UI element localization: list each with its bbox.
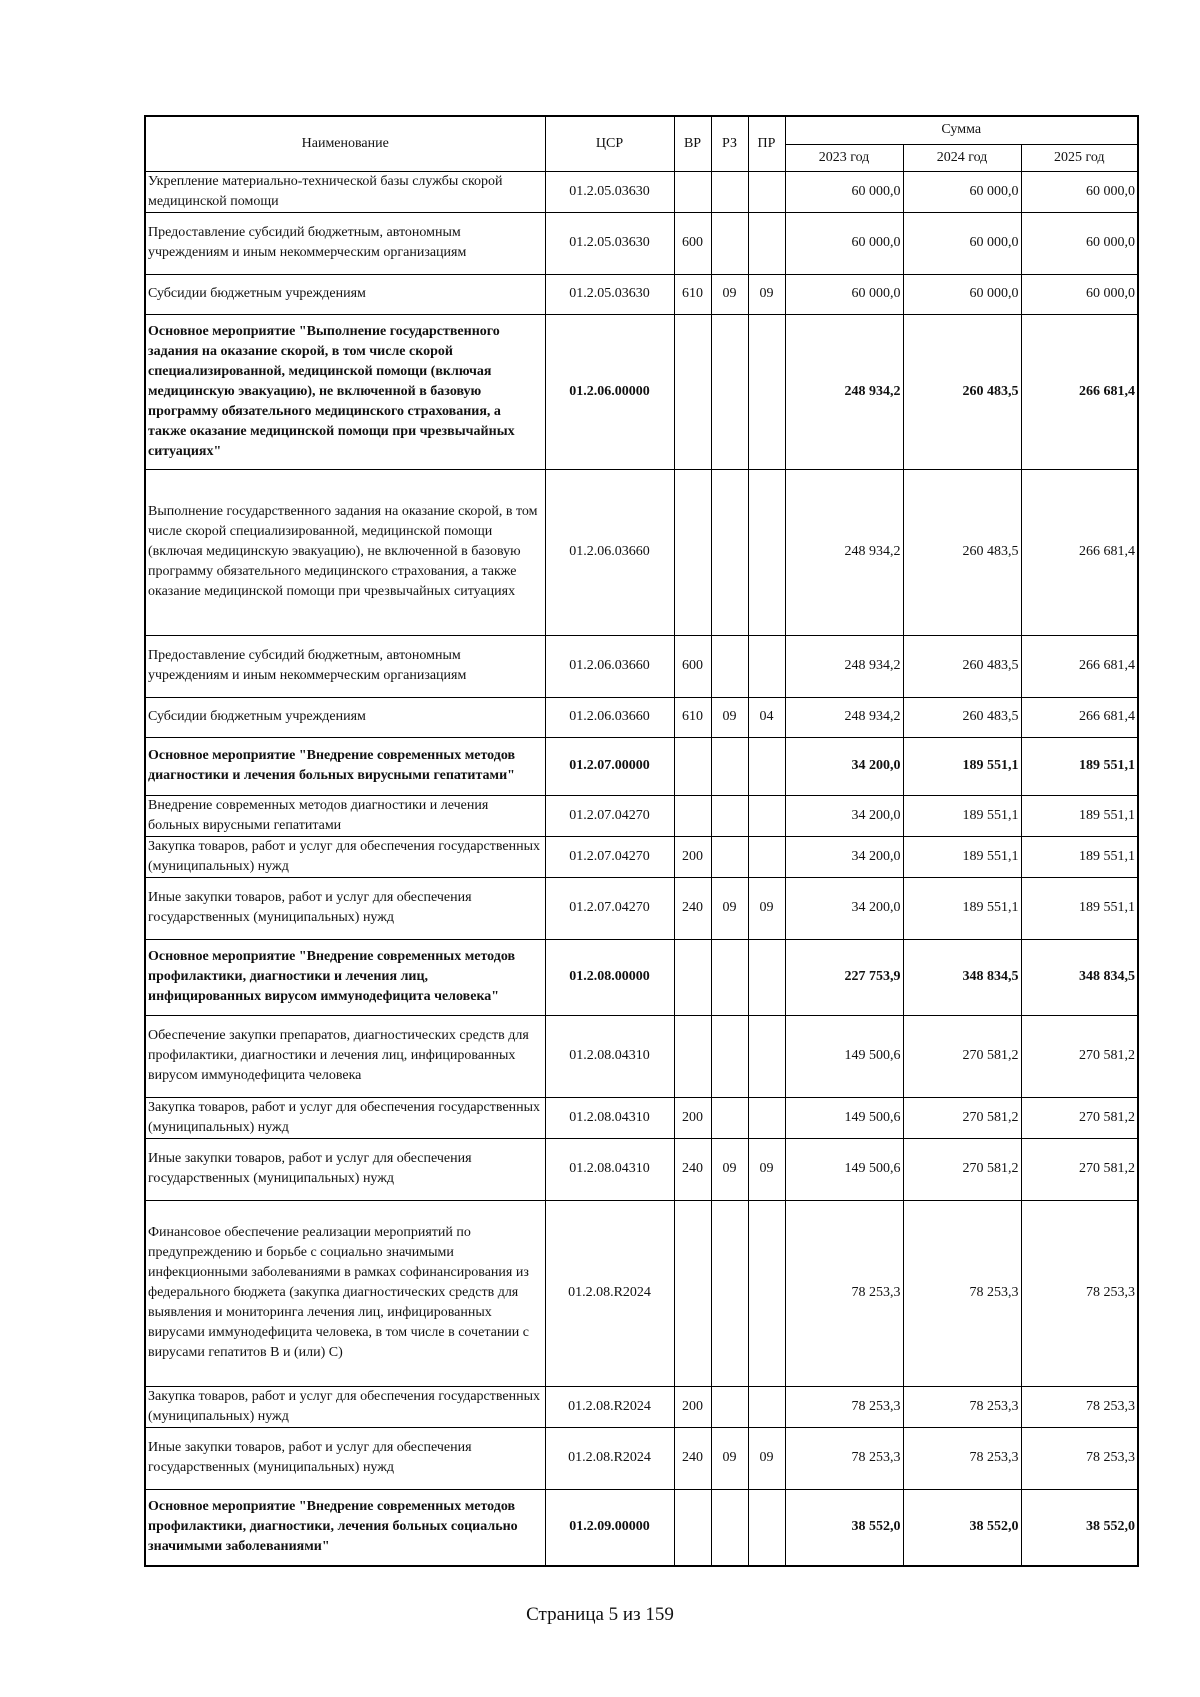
row-name: Иные закупки товаров, работ и услуг для обеспечения государственных (муниципальных) нужд: [145, 877, 545, 939]
header-sum: Сумма: [785, 116, 1138, 144]
row-vr: 240: [674, 1427, 711, 1489]
table-body: [145, 171, 1138, 1566]
row-sum-2024: 78 253,3: [903, 1200, 1021, 1386]
row-csr: 01.2.07.04270: [545, 877, 674, 939]
row-sum-2025: 266 681,4: [1021, 314, 1138, 469]
row-pr: 09: [748, 1138, 785, 1200]
row-pr: [748, 314, 785, 469]
row-rz: [711, 469, 748, 635]
row-sum-2024: 260 483,5: [903, 469, 1021, 635]
row-sum-2024: 260 483,5: [903, 635, 1021, 697]
table-row: [145, 939, 1138, 1015]
row-name: Основное мероприятие "Внедрение современных методов диагностики и лечения больных вирусными гепатитами": [145, 737, 545, 795]
row-sum-2023: 34 200,0: [785, 795, 903, 836]
row-csr: 01.2.08.R2024: [545, 1200, 674, 1386]
row-sum-2025: 78 253,3: [1021, 1200, 1138, 1386]
row-sum-2023: 34 200,0: [785, 877, 903, 939]
row-sum-2023: 149 500,6: [785, 1015, 903, 1097]
row-sum-2024: 60 000,0: [903, 274, 1021, 314]
table-row: [145, 469, 1138, 635]
row-pr: [748, 737, 785, 795]
row-vr: 200: [674, 1386, 711, 1427]
row-sum-2023: 248 934,2: [785, 697, 903, 737]
row-name: Закупка товаров, работ и услуг для обеспечения государственных (муниципальных) нужд: [145, 1386, 545, 1427]
row-vr: [674, 939, 711, 1015]
row-pr: [748, 171, 785, 212]
row-sum-2025: 78 253,3: [1021, 1386, 1138, 1427]
row-sum-2024: 270 581,2: [903, 1138, 1021, 1200]
row-vr: 610: [674, 274, 711, 314]
header-vr: ВР: [674, 116, 711, 171]
row-vr: 200: [674, 836, 711, 877]
row-sum-2023: 78 253,3: [785, 1386, 903, 1427]
row-csr: 01.2.06.03660: [545, 635, 674, 697]
row-vr: [674, 1489, 711, 1566]
row-vr: [674, 314, 711, 469]
row-pr: [748, 469, 785, 635]
row-pr: 09: [748, 274, 785, 314]
row-vr: 600: [674, 635, 711, 697]
row-sum-2023: 60 000,0: [785, 212, 903, 274]
row-sum-2023: 60 000,0: [785, 171, 903, 212]
table-row: [145, 1386, 1138, 1427]
row-pr: [748, 1489, 785, 1566]
row-rz: [711, 1489, 748, 1566]
row-csr: 01.2.05.03630: [545, 274, 674, 314]
row-sum-2025: 38 552,0: [1021, 1489, 1138, 1566]
row-csr: 01.2.07.00000: [545, 737, 674, 795]
row-sum-2025: 60 000,0: [1021, 274, 1138, 314]
row-rz: 09: [711, 877, 748, 939]
row-sum-2024: 270 581,2: [903, 1097, 1021, 1138]
row-csr: 01.2.08.R2024: [545, 1427, 674, 1489]
row-rz: [711, 737, 748, 795]
row-sum-2025: 270 581,2: [1021, 1138, 1138, 1200]
row-pr: [748, 1015, 785, 1097]
row-vr: 610: [674, 697, 711, 737]
row-sum-2023: 78 253,3: [785, 1200, 903, 1386]
row-sum-2025: 60 000,0: [1021, 212, 1138, 274]
row-rz: 09: [711, 1138, 748, 1200]
row-sum-2024: 60 000,0: [903, 171, 1021, 212]
row-sum-2025: 78 253,3: [1021, 1427, 1138, 1489]
row-vr: [674, 171, 711, 212]
row-sum-2023: 149 500,6: [785, 1138, 903, 1200]
row-sum-2023: 38 552,0: [785, 1489, 903, 1566]
row-sum-2024: 189 551,1: [903, 795, 1021, 836]
row-csr: 01.2.08.00000: [545, 939, 674, 1015]
row-pr: [748, 212, 785, 274]
row-sum-2025: 266 681,4: [1021, 469, 1138, 635]
row-sum-2024: 38 552,0: [903, 1489, 1021, 1566]
row-sum-2024: 78 253,3: [903, 1386, 1021, 1427]
row-sum-2024: 189 551,1: [903, 836, 1021, 877]
row-sum-2023: 78 253,3: [785, 1427, 903, 1489]
row-name: Субсидии бюджетным учреждениям: [145, 697, 545, 737]
table-row: [145, 1200, 1138, 1386]
row-sum-2023: 248 934,2: [785, 314, 903, 469]
row-sum-2025: 266 681,4: [1021, 635, 1138, 697]
row-sum-2024: 260 483,5: [903, 314, 1021, 469]
row-rz: [711, 212, 748, 274]
table-row: [145, 1015, 1138, 1097]
budget-table: [144, 115, 1139, 1567]
row-sum-2024: 78 253,3: [903, 1427, 1021, 1489]
row-vr: [674, 795, 711, 836]
table-row: [145, 1138, 1138, 1200]
row-sum-2025: 189 551,1: [1021, 877, 1138, 939]
row-rz: 09: [711, 697, 748, 737]
row-sum-2023: 149 500,6: [785, 1097, 903, 1138]
row-pr: [748, 795, 785, 836]
row-rz: [711, 836, 748, 877]
row-vr: 240: [674, 877, 711, 939]
row-vr: 600: [674, 212, 711, 274]
row-vr: [674, 737, 711, 795]
row-name: Субсидии бюджетным учреждениям: [145, 274, 545, 314]
row-csr: 01.2.08.04310: [545, 1138, 674, 1200]
row-name: Предоставление субсидий бюджетным, автономным учреждениям и иным некоммерческим организациям: [145, 212, 545, 274]
row-pr: 09: [748, 877, 785, 939]
row-sum-2025: 348 834,5: [1021, 939, 1138, 1015]
row-name: Закупка товаров, работ и услуг для обеспечения государственных (муниципальных) нужд: [145, 836, 545, 877]
row-sum-2025: 189 551,1: [1021, 836, 1138, 877]
row-vr: [674, 1015, 711, 1097]
row-csr: 01.2.08.04310: [545, 1097, 674, 1138]
header-name: Наименование: [145, 116, 545, 171]
row-sum-2023: 60 000,0: [785, 274, 903, 314]
table-row: [145, 836, 1138, 877]
row-sum-2024: 189 551,1: [903, 737, 1021, 795]
row-rz: [711, 1097, 748, 1138]
row-name: Обеспечение закупки препаратов, диагностических средств для профилактики, диагностики и лечения лиц, инфицированных вирусом иммунодефицита человека: [145, 1015, 545, 1097]
row-sum-2025: 189 551,1: [1021, 737, 1138, 795]
row-rz: [711, 939, 748, 1015]
row-name: Закупка товаров, работ и услуг для обеспечения государственных (муниципальных) нужд: [145, 1097, 545, 1138]
row-pr: [748, 1386, 785, 1427]
row-sum-2025: 266 681,4: [1021, 697, 1138, 737]
row-name: Иные закупки товаров, работ и услуг для обеспечения государственных (муниципальных) нужд: [145, 1427, 545, 1489]
row-rz: [711, 1386, 748, 1427]
header-pr: ПР: [748, 116, 785, 171]
header-rz: РЗ: [711, 116, 748, 171]
table-row: [145, 635, 1138, 697]
table-row: [145, 1489, 1138, 1566]
row-sum-2023: 248 934,2: [785, 635, 903, 697]
row-pr: [748, 1097, 785, 1138]
row-sum-2025: 270 581,2: [1021, 1097, 1138, 1138]
row-rz: 09: [711, 274, 748, 314]
row-pr: [748, 1200, 785, 1386]
table-row: [145, 274, 1138, 314]
row-name: Внедрение современных методов диагностики и лечения больных вирусными гепатитами: [145, 795, 545, 836]
row-pr: 04: [748, 697, 785, 737]
row-sum-2024: 270 581,2: [903, 1015, 1021, 1097]
row-pr: 09: [748, 1427, 785, 1489]
row-csr: 01.2.06.03660: [545, 697, 674, 737]
row-name: Основное мероприятие "Внедрение современных методов профилактики, диагностики и лечения лиц, инфицированных вирусом иммунодефицита человека": [145, 939, 545, 1015]
row-sum-2024: 260 483,5: [903, 697, 1021, 737]
row-csr: 01.2.08.R2024: [545, 1386, 674, 1427]
row-rz: [711, 1200, 748, 1386]
table-row: [145, 697, 1138, 737]
row-vr: 240: [674, 1138, 711, 1200]
table-row: [145, 737, 1138, 795]
row-vr: [674, 1200, 711, 1386]
row-name: Финансовое обеспечение реализации мероприятий по предупреждению и борьбе с социально значимыми инфекционными заболеваниями в рамках софинансирования из федерального бюджета (закупка диагностических средств для выявления и мониторинга лечения лиц, инфицированных вирусами иммунодефицита человека, в том числе в сочетании с вирусами гепатитов B и (или) C): [145, 1200, 545, 1386]
row-csr: 01.2.06.03660: [545, 469, 674, 635]
row-vr: 200: [674, 1097, 711, 1138]
row-csr: 01.2.08.04310: [545, 1015, 674, 1097]
row-sum-2025: 270 581,2: [1021, 1015, 1138, 1097]
row-pr: [748, 635, 785, 697]
row-name: Выполнение государственного задания на оказание скорой, в том числе скорой специализированной, медицинской помощи (включая медицинскую эвакуацию), не включенной в базовую программу обязательного медицинского страхования, а также оказание медицинской помощи при чрезвычайных ситуациях: [145, 469, 545, 635]
page-number: Страница 5 из 159: [526, 1604, 674, 1625]
header-2024: 2024 год: [903, 144, 1021, 171]
row-rz: 09: [711, 1427, 748, 1489]
row-pr: [748, 939, 785, 1015]
row-sum-2024: 60 000,0: [903, 212, 1021, 274]
row-sum-2023: 34 200,0: [785, 836, 903, 877]
row-csr: 01.2.05.03630: [545, 171, 674, 212]
row-rz: [711, 1015, 748, 1097]
table-row: [145, 795, 1138, 836]
row-sum-2025: 189 551,1: [1021, 795, 1138, 836]
row-rz: [711, 795, 748, 836]
table-row: [145, 1427, 1138, 1489]
header-csr: ЦСР: [545, 116, 674, 171]
row-rz: [711, 171, 748, 212]
row-pr: [748, 836, 785, 877]
row-rz: [711, 635, 748, 697]
row-rz: [711, 314, 748, 469]
row-name: Иные закупки товаров, работ и услуг для обеспечения государственных (муниципальных) нужд: [145, 1138, 545, 1200]
table-row: [145, 314, 1138, 469]
header-2025: 2025 год: [1021, 144, 1138, 171]
row-csr: 01.2.05.03630: [545, 212, 674, 274]
table-row: [145, 877, 1138, 939]
row-name: Укрепление материально-технической базы службы скорой медицинской помощи: [145, 171, 545, 212]
header-2023: 2023 год: [785, 144, 903, 171]
table-header: [145, 116, 1138, 171]
row-csr: 01.2.06.00000: [545, 314, 674, 469]
row-name: Основное мероприятие "Выполнение государственного задания на оказание скорой, в том числе скорой специализированной, медицинской помощи (включая медицинскую эвакуацию), не включенной в базовую программу обязательного медицинского страхования, а также оказание медицинской помощи при чрезвычайных ситуациях": [145, 314, 545, 469]
row-sum-2023: 34 200,0: [785, 737, 903, 795]
table-row: [145, 171, 1138, 212]
row-csr: 01.2.07.04270: [545, 836, 674, 877]
row-name: Основное мероприятие "Внедрение современных методов профилактики, диагностики, лечения больных социально значимыми заболеваниями": [145, 1489, 545, 1566]
row-csr: 01.2.09.00000: [545, 1489, 674, 1566]
row-sum-2025: 60 000,0: [1021, 171, 1138, 212]
row-sum-2023: 248 934,2: [785, 469, 903, 635]
table-row: [145, 212, 1138, 274]
table-row: [145, 1097, 1138, 1138]
row-sum-2024: 348 834,5: [903, 939, 1021, 1015]
row-vr: [674, 469, 711, 635]
row-csr: 01.2.07.04270: [545, 795, 674, 836]
row-sum-2024: 189 551,1: [903, 877, 1021, 939]
row-name: Предоставление субсидий бюджетным, автономным учреждениям и иным некоммерческим организациям: [145, 635, 545, 697]
row-sum-2023: 227 753,9: [785, 939, 903, 1015]
